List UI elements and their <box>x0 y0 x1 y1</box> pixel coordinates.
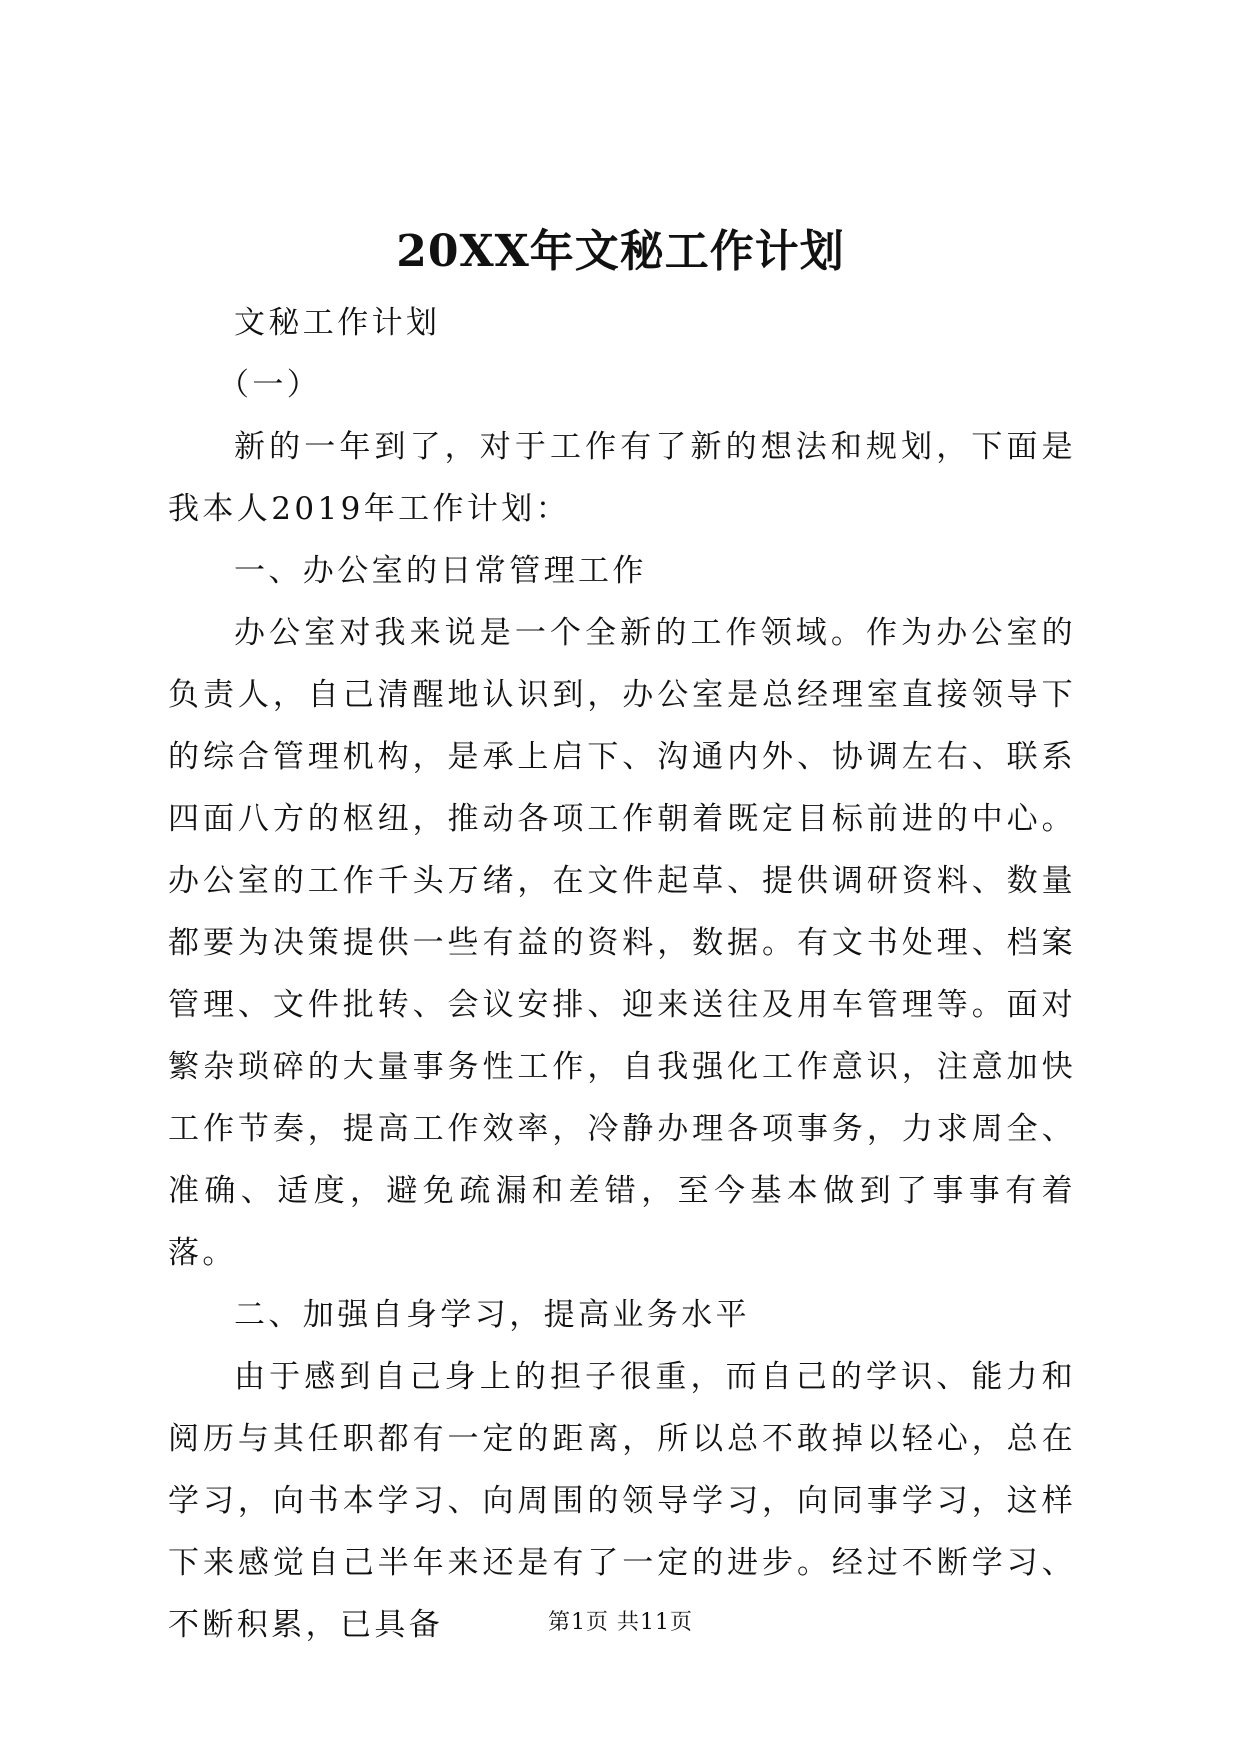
document-title: 20XX年文秘工作计划 <box>396 226 845 277</box>
page-footer: 第1页 共11页 <box>548 1610 693 1635</box>
intro-paragraph: 新的一年到了，对于工作有了新的想法和规划，下面是我本人2019年工作计划： <box>168 429 1076 527</box>
paragraph-office-management: 办公室对我来说是一个全新的工作领域。作为办公室的负责人，自己清醒地认识到，办公室是总经理室直接领导下的综合管理机构，是承上启下、沟通内外、协调左右、联系四面八方的枢纽，推动各项工作朝着既定目标前进的中心。办公室的工作千头万绪，在文件起草、提供调研资料、数量都要为决策提供一些有益的资料，数据。有文书处理、档案管理、文件批转、会议安排、迎来送往及用车管理等。面对繁杂琐碎的大量事务性工作，自我强化工作意识，注意加快工作节奏，提高工作效率，冷静办理各项事务，力求周全、准确、适度，避免疏漏和差错，至今基本做到了事事有着落。 <box>168 615 1076 1271</box>
section-heading-2: 二、加强自身学习，提高业务水平 <box>234 1297 750 1333</box>
section-heading: 文秘工作计划 <box>234 305 441 341</box>
section-number: （一） <box>218 367 322 403</box>
document-body <box>168 292 1076 1656</box>
section-heading-1: 一、办公室的日常管理工作 <box>234 553 647 589</box>
paragraph-self-study: 由于感到自己身上的担子很重，而自己的学识、能力和阅历与其任职都有一定的距离，所以总不敢掉以轻心，总在学习，向书本学习、向周围的领导学习，向同事学习，这样下来感觉自己半年来还是有了一定的进步。经过不断学习、不断积累，已具备 <box>168 1359 1076 1643</box>
